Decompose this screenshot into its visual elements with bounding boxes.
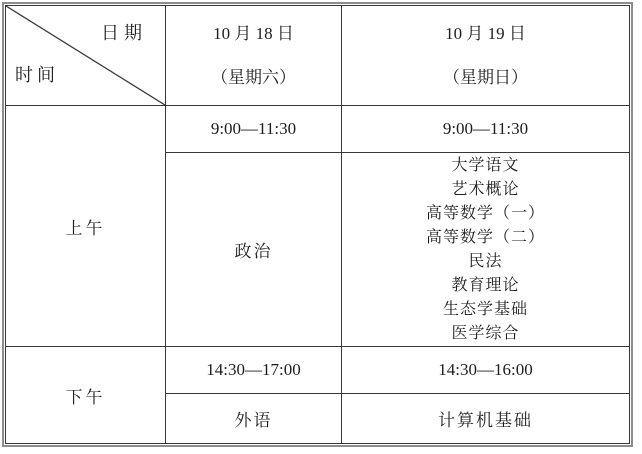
corner-cell	[6, 6, 166, 106]
day2-date: 10 月 19 日	[445, 23, 526, 43]
subject-item: 高等数学（一）	[425, 204, 545, 222]
day2-header-cell	[342, 6, 630, 106]
period-afternoon-cell: 下午	[6, 347, 166, 444]
morning-time-row	[6, 106, 630, 153]
subject-item: 医学综合	[451, 324, 520, 342]
day1-weekday: （星期六）	[211, 67, 296, 87]
afternoon-time-row	[6, 347, 630, 394]
afternoon-subject-day1: 外语	[166, 394, 342, 444]
period-morning-cell: 上午	[6, 106, 166, 347]
day2-weekday: （星期日）	[443, 67, 528, 87]
subject-item: 民法	[468, 252, 503, 270]
afternoon-time-day1: 14:30—17:00	[166, 347, 342, 394]
afternoon-time-day2: 14:30—16:00	[342, 347, 630, 394]
subject-item: 大学语文	[451, 156, 520, 174]
corner-time-label: 时间	[15, 65, 59, 85]
header-row	[6, 6, 630, 106]
afternoon-subject-day2: 计算机基础	[342, 394, 630, 444]
morning-subject-day1: 政治	[166, 153, 342, 347]
day1-date: 10 月 18 日	[213, 23, 294, 43]
morning-time-day1: 9:00—11:30	[166, 106, 342, 153]
morning-time-day2: 9:00—11:30	[342, 106, 630, 153]
day1-header-cell	[166, 6, 342, 106]
morning-subjects-day2	[342, 153, 630, 347]
schedule-table-frame	[2, 2, 633, 447]
corner-date-label: 日期	[101, 23, 147, 43]
subject-item: 教育理论	[451, 276, 520, 294]
subject-item: 艺术概论	[451, 180, 520, 198]
subject-item: 生态学基础	[442, 300, 528, 318]
exam-schedule-table	[5, 5, 630, 444]
subject-item: 高等数学（二）	[425, 228, 545, 246]
